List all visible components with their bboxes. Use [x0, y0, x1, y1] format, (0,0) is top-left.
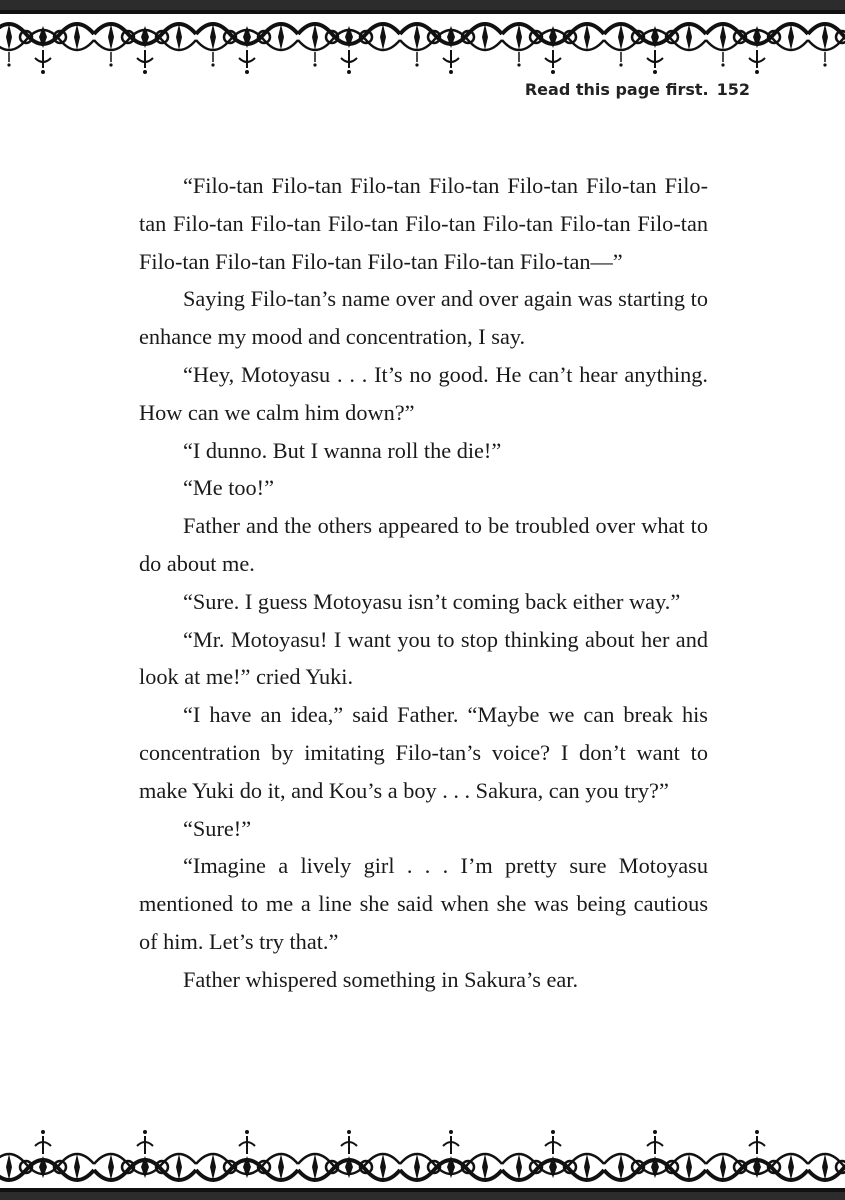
paragraph: “I have an idea,” said Father. “Maybe we can break his concentration by imitating Filo-tan’s voice? I don’t want to make Yuki do it, and Kou’s a boy . . . Sakura, can you try?”: [139, 702, 708, 803]
paragraph: “Hey, Motoyasu . . . It’s no good. He can’t hear anything. How can we calm him down?”: [139, 361, 708, 425]
paragraph: “Sure!”: [183, 815, 252, 841]
paragraph: “Imagine a lively girl . . . I’m pretty sure Motoyasu mentioned to me a line she said when she was being cautious of him. Let’s try that.”: [139, 853, 708, 954]
body-text: [139, 167, 708, 999]
bottom-edge-bar: [0, 1192, 845, 1200]
running-title: Read this page first.: [524, 80, 709, 99]
paragraph: “Filo-tan Filo-tan Filo-tan Filo-tan Filo-tan Filo-tan Filo-tan Filo-tan Filo-tan Filo-tan Filo-tan Filo-tan Filo-tan Filo-tan Filo-tan Filo-tan Filo-tan Filo-tan Filo-tan Filo-tan—”: [139, 173, 708, 274]
paragraph: “Me too!”: [183, 475, 275, 501]
paragraph: Saying Filo-tan’s name over and over again was starting to enhance my mood and concentration, I say.: [139, 286, 708, 350]
paragraph: Father and the others appeared to be troubled over what to do about me.: [139, 513, 708, 576]
paragraph: Father whispered something in Sakura’s ear.: [183, 966, 579, 992]
paragraph: “Sure. I guess Motoyasu isn’t coming back either way.”: [183, 588, 681, 614]
paragraph: “I dunno. But I wanna roll the die!”: [183, 437, 502, 463]
top-edge-bar: [0, 0, 845, 10]
page-number: 152: [716, 80, 750, 99]
bottom-ornamental-border: [0, 1126, 845, 1192]
running-head: [525, 80, 750, 99]
paragraph: “Mr. Motoyasu! I want you to stop thinking about her and look at me!” cried Yuki.: [139, 626, 708, 690]
top-ornamental-border: [0, 10, 845, 82]
